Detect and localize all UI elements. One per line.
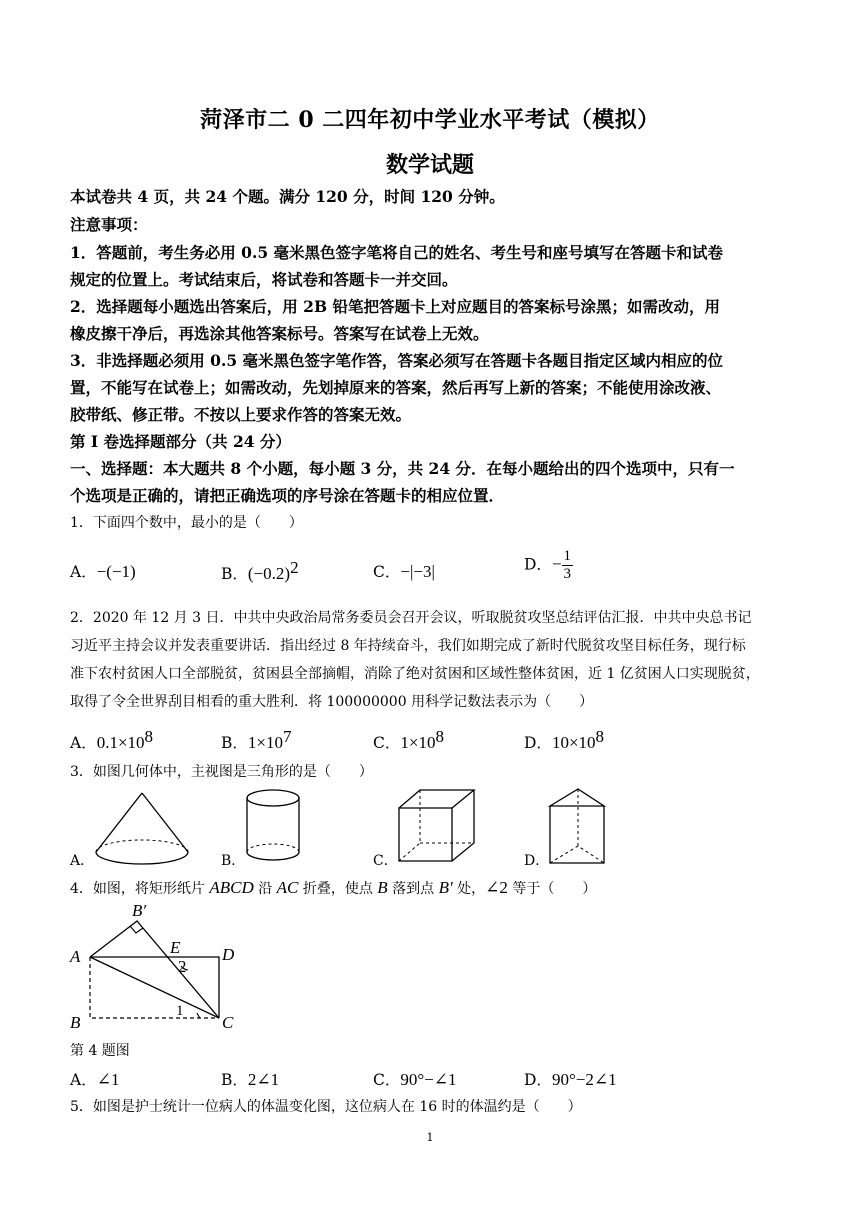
q2-b-exponent: 7 <box>282 727 292 746</box>
q4-d-label: D． <box>524 1071 552 1089</box>
q1-d-numerator: 1 <box>563 548 572 564</box>
fig-label-b: B <box>70 1013 81 1032</box>
note-2a: 2．选择题每小题选出答案后，用 2B 铅笔把答题卡上对应题目的答案标号涂黑；如需改动，用 <box>70 297 720 316</box>
fig-label-d: D <box>222 945 235 964</box>
q2-a-value: 0.1×10 <box>96 733 145 753</box>
q1-c-value: −|−3| <box>400 562 435 581</box>
q1-option-d[interactable] <box>524 548 573 583</box>
q4-stem-part-d: 落到点 <box>387 881 439 897</box>
q4-fold-figure <box>64 898 254 1038</box>
q4-rect-name: ABCD <box>209 878 254 897</box>
note-2b: 橡皮擦干净后，再选涂其他答案标号。答案写在试卷上无效。 <box>70 324 489 343</box>
q1-option-b[interactable] <box>221 558 299 584</box>
note-3c: 胶带纸、修正带。不按以上要求作答的答案无效。 <box>70 405 412 424</box>
q2-option-c[interactable] <box>373 727 444 753</box>
q2-a-exponent: 8 <box>144 727 154 746</box>
q1-d-sign: − <box>551 554 562 574</box>
q2-a-label: A． <box>70 734 97 753</box>
q3-c-label: C． <box>373 853 398 869</box>
q2-option-b[interactable] <box>221 727 291 753</box>
q2-c-label: C． <box>373 734 401 753</box>
fig-label-angle-2: 1 <box>176 1003 184 1019</box>
page-number: 1 <box>426 1131 434 1144</box>
part-title: 第 I 卷选择题部分（共 24 分） <box>70 432 291 451</box>
q4-b-value: 2∠1 <box>247 1070 280 1089</box>
q3-d-label: D． <box>524 853 550 869</box>
q4-stem-part-c: 折叠，使点 <box>298 881 378 897</box>
q4-caption: 第 4 题图 <box>70 1043 130 1059</box>
q3-option-a[interactable] <box>70 850 94 870</box>
q1-stem: 1．下面四个数中，最小的是（ ） <box>70 515 303 531</box>
q2-d-exponent: 8 <box>595 727 605 746</box>
q1-a-value: −(−1) <box>96 562 136 581</box>
q1-b-label: B． <box>221 565 248 584</box>
q1-option-a[interactable] <box>70 560 136 582</box>
triangular-prism-figure <box>546 786 608 866</box>
q3-a-label: A． <box>70 853 95 869</box>
notes-label: 注意事项： <box>70 215 148 234</box>
q1-b-exponent: 2 <box>290 558 299 577</box>
note-1b: 规定的位置上。考试结束后，将试卷和答题卡一并交回。 <box>70 270 458 289</box>
note-3b: 置，不能写在试卷上；如需改动，先划掉原来的答案，然后再写上新的答案；不能使用涂改液、 <box>70 378 722 397</box>
q4-point-b: B <box>377 878 388 897</box>
cube-figure <box>396 788 478 864</box>
q4-stem-part-e: 处， <box>452 881 486 897</box>
q2-d-value: 10×10 <box>551 733 596 753</box>
q4-d-value: 90°−2∠1 <box>551 1070 617 1089</box>
q1-d-fraction <box>562 548 574 583</box>
section-instruction-b: 个选项是正确的，请把正确选项的序号涂在答题卡的相应位置． <box>70 486 505 505</box>
q2-b-label: B． <box>221 734 248 753</box>
q4-c-value: 90°−∠1 <box>400 1070 457 1089</box>
note-1a: 1．答题前，考生务必用 0.5 毫米黑色签字笔将自己的姓名、考生号和座号填写在答题卡和试卷 <box>70 243 724 262</box>
q2-d-label: D． <box>524 734 552 753</box>
cylinder-figure <box>244 788 302 864</box>
q2-option-d[interactable] <box>524 727 604 753</box>
q5-stem: 5．如图是护士统计一位病人的体温变化图，这位病人在 16 时的体温约是（ ） <box>70 1099 582 1115</box>
cone-figure <box>92 790 192 868</box>
q4-stem-part-f: 等于（ ） <box>507 881 597 897</box>
q2-option-a[interactable] <box>70 727 153 753</box>
q1-d-label: D． <box>524 555 552 574</box>
q4-b-label: B． <box>221 1071 248 1089</box>
fig-label-c: C <box>222 1013 234 1032</box>
q4-stem-part-a: 4．如图，将矩形纸片 <box>70 881 210 897</box>
q2-line-2: 习近平主持会议并发表重要讲话．指出经过 8 年持续奋斗，我们如期完成了新时代脱贫攻坚目标任务，现行标 <box>70 638 746 654</box>
q3-option-c[interactable] <box>373 850 398 870</box>
q4-stem-part-b: 沿 <box>253 881 277 897</box>
q2-line-3: 准下农村贫困人口全部脱贫，贫困县全部摘帽，消除了绝对贫困和区域性整体贫困，近 1 亿贫困人口实现脱贫， <box>70 666 760 682</box>
q4-option-c[interactable] <box>373 1068 457 1090</box>
q3-b-label: B． <box>221 853 246 869</box>
q1-c-label: C． <box>373 563 401 581</box>
q2-c-value: 1×10 <box>400 733 436 753</box>
q1-option-c[interactable] <box>373 560 435 582</box>
fig-label-b-prime: B′ <box>132 901 147 920</box>
q2-line-1: 2．2020 年 12 月 3 日．中共中央政治局常务委员会召开会议，听取脱贫攻坚总结评估汇报．中共中央总书记 <box>70 610 752 626</box>
exam-subtitle: 数学试题 <box>385 152 474 178</box>
q4-option-b[interactable] <box>221 1068 279 1090</box>
section-instruction-a: 一、选择题：本大题共 8 个小题，每小题 3 分，共 24 分．在每小题给出的四个选项中，只有一 <box>70 459 735 478</box>
q3-option-b[interactable] <box>221 850 245 870</box>
q4-stem <box>70 878 795 899</box>
q4-point-b-prime: B′ <box>438 878 453 897</box>
fig-label-angle-1: 2 <box>178 957 187 976</box>
q2-line-4: 取得了令全世界刮目相看的重大胜利．将 100000000 用科学记数法表示为（ ） <box>70 694 594 710</box>
q4-c-label: C． <box>373 1071 401 1089</box>
exam-title: 菏泽市二 0 二四年初中学业水平考试（模拟） <box>200 107 660 133</box>
q4-a-value: ∠1 <box>96 1070 120 1089</box>
exam-info: 本试卷共 4 页，共 24 个题。满分 120 分，时间 120 分钟。 <box>70 187 505 206</box>
q4-angle-2: ∠2 <box>485 878 508 897</box>
q4-fold-line: AC <box>276 878 299 897</box>
q1-d-denominator: 3 <box>563 566 572 582</box>
q2-b-value: 1×10 <box>247 733 283 753</box>
note-3a: 3．非选择题必须用 0.5 毫米黑色签字笔作答，答案必须写在答题卡各题目指定区域内相应的位 <box>70 351 724 370</box>
q4-a-label: A． <box>70 1071 97 1089</box>
q1-b-value: (−0.2) <box>247 564 291 584</box>
q2-c-exponent: 8 <box>435 727 444 746</box>
fig-label-a: A <box>70 947 81 966</box>
fig-label-e: E <box>170 938 181 957</box>
q3-stem: 3．如图几何体中，主视图是三角形的是（ ） <box>70 764 373 780</box>
q1-a-label: A． <box>70 563 97 581</box>
q4-option-d[interactable] <box>524 1068 617 1090</box>
q4-option-a[interactable] <box>70 1068 119 1090</box>
